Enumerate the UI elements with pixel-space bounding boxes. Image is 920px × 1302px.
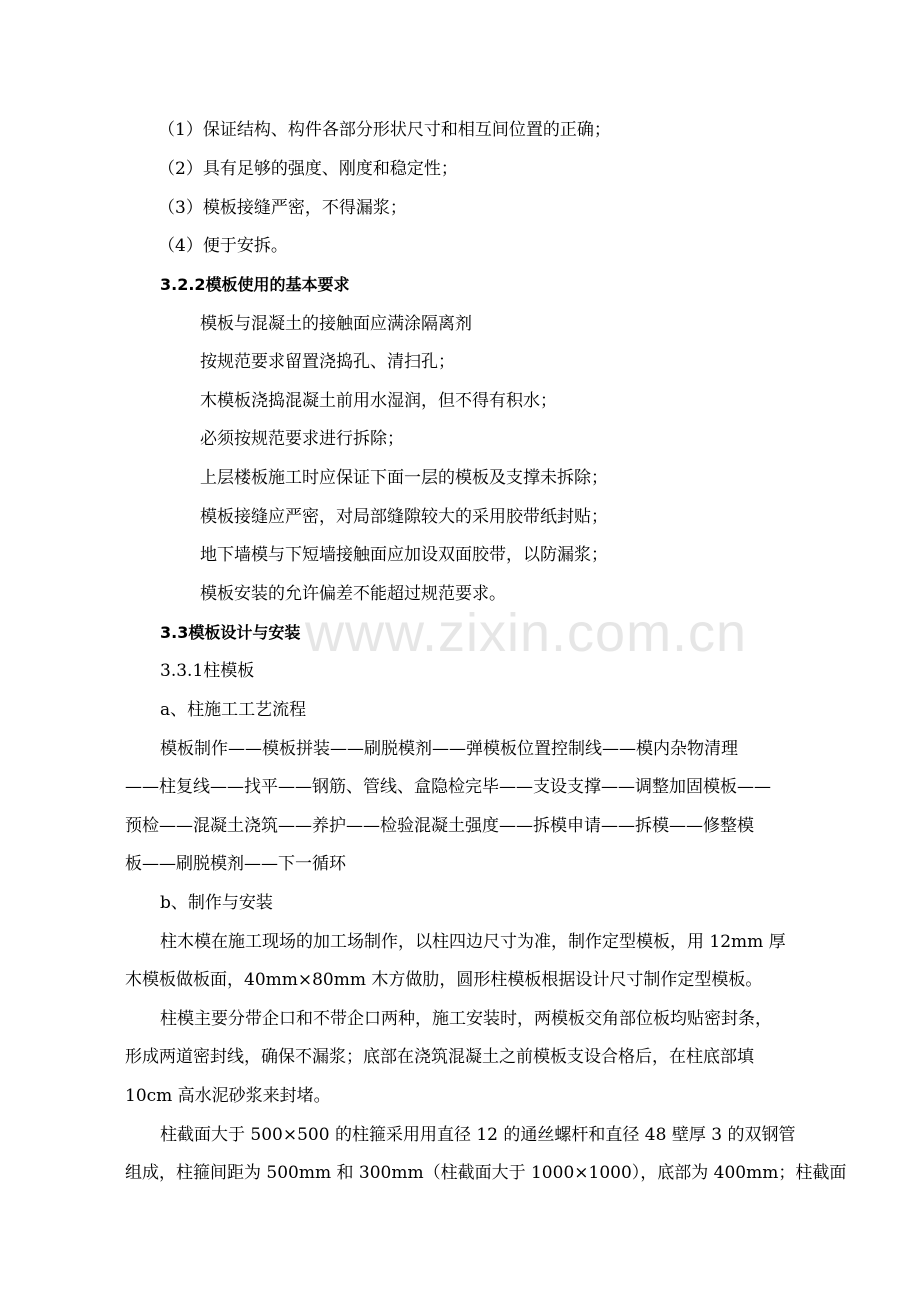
requirement-line: 木模板浇捣混凝土前用水湿润，但不得有积水； <box>200 391 557 411</box>
requirement-line: 模板与混凝土的接触面应满涂隔离剂 <box>200 314 472 334</box>
watermark: www.zixin.com.cn <box>305 603 748 663</box>
item-label: b、制作与安装 <box>160 893 273 913</box>
paragraph-line: 10cm 高水泥砂浆来封堵。 <box>125 1086 331 1106</box>
section-heading: 3.2.2模板使用的基本要求 <box>160 275 350 294</box>
requirement-line: 地下墙模与下短墙接触面应加设双面胶带，以防漏浆； <box>200 545 608 565</box>
list-item: （1）保证结构、构件各部分形状尺寸和相互间位置的正确； <box>158 120 611 140</box>
requirement-line: 按规范要求留置浇捣孔、清扫孔； <box>200 352 455 372</box>
requirement-line: 上层楼板施工时应保证下面一层的模板及支撑未拆除； <box>200 468 608 488</box>
requirement-line: 模板安装的允许偏差不能超过规范要求。 <box>200 584 506 604</box>
process-line: 模板制作——模板拼装——刷脱模剂——弹模板位置控制线——模内杂物清理 <box>160 739 738 759</box>
section-heading: 3.3模板设计与安装 <box>160 623 301 642</box>
process-line: 预检——混凝土浇筑——养护——检验混凝土强度——拆模申请——拆模——修整模 <box>125 816 754 836</box>
item-label: a、柱施工工艺流程 <box>160 700 307 720</box>
paragraph-line: 柱模主要分带企口和不带企口两种，施工安装时，两模板交角部位板均贴密封条， <box>160 1009 772 1029</box>
list-item: （3）模板接缝严密，不得漏浆； <box>158 198 407 218</box>
process-line: 板——刷脱模剂——下一循环 <box>125 854 346 874</box>
paragraph-line: 柱木模在施工现场的加工场制作，以柱四边尺寸为准，制作定型模板，用 12mm 厚 <box>160 932 786 952</box>
paragraph-line: 木模板做板面，40mm×80mm 木方做肋，圆形柱模板根据设计尺寸制作定型模板。 <box>125 970 763 990</box>
paragraph-line: 形成两道密封线，确保不漏浆；底部在浇筑混凝土之前模板支设合格后，在柱底部填 <box>125 1047 754 1067</box>
list-item: （2）具有足够的强度、刚度和稳定性； <box>158 159 458 179</box>
process-line: ——柱复线——找平——钢筋、管线、盒隐检完毕——支设支撑——调整加固模板—— <box>125 777 771 797</box>
list-item: （4）便于安拆。 <box>158 236 288 256</box>
paragraph-line: 组成，柱箍间距为 500mm 和 300mm（柱截面大于 1000×1000），底部为 400mm；柱截面 <box>125 1163 847 1183</box>
requirement-line: 模板接缝应严密，对局部缝隙较大的采用胶带纸封贴； <box>200 507 608 527</box>
paragraph-line: 柱截面大于 500×500 的柱箍采用用直径 12 的通丝螺杆和直径 48 壁厚 3 的双钢管 <box>160 1125 796 1145</box>
subsection-heading: 3.3.1柱模板 <box>160 661 255 681</box>
requirement-line: 必须按规范要求进行拆除； <box>200 429 404 449</box>
